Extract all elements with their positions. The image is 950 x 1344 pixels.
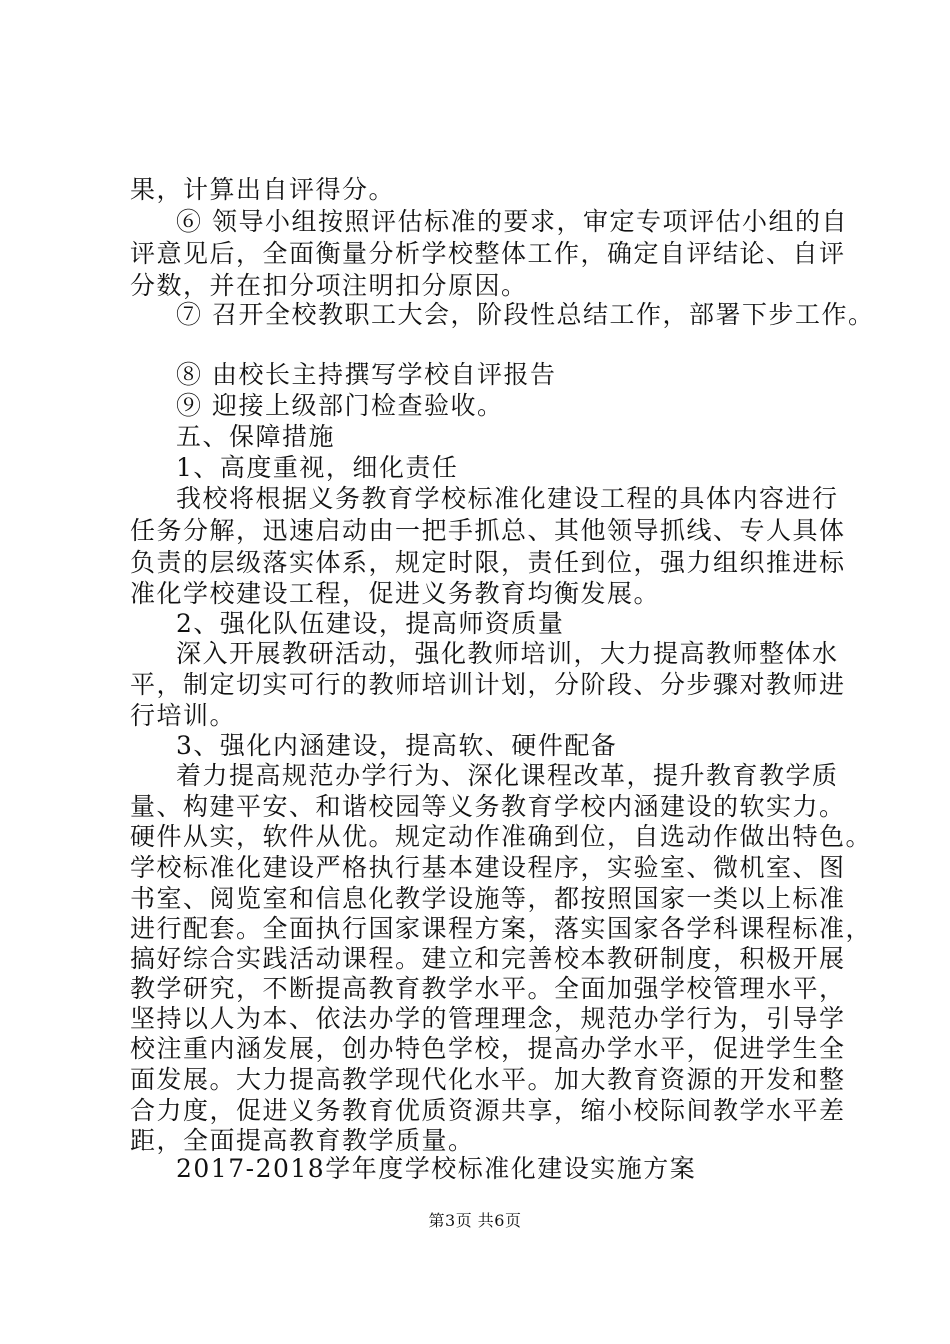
paragraph-line: 学校标准化建设严格执行基本建设程序，实验室、微机室、图 (130, 853, 846, 882)
subsection-heading: 1、高度重视，细化责任 (176, 453, 459, 482)
paragraph-line: 我校将根据义务教育学校标准化建设工程的具体内容进行 (176, 484, 839, 513)
paragraph-line: 进行配套。全面执行国家课程方案，落实国家各学科课程标准， (130, 914, 873, 943)
paragraph-line: ⑥ 领导小组按照评估标准的要求，审定专项评估小组的自 (176, 207, 848, 236)
paragraph-line: 合力度，促进义务教育优质资源共享，缩小校际间教学水平差 (130, 1096, 846, 1125)
paragraph-line: 准化学校建设工程，促进义务教育均衡发展。 (130, 579, 661, 608)
page-footer: 第3页 共6页 (428, 1211, 522, 1230)
document-title-line: 2017-2018学年度学校标准化建设实施方案 (176, 1154, 697, 1183)
section-heading: 五、保障措施 (176, 422, 336, 451)
paragraph-line: ⑦ 召开全校教职工大会，阶段性总结工作，部署下步工作。 (176, 300, 875, 329)
subsection-heading: 2、强化队伍建设，提高师资质量 (176, 609, 565, 638)
paragraph-line: 硬件从实，软件从优。规定动作准确到位，自选动作做出特色。 (130, 822, 873, 851)
paragraph-line: 分数，并在扣分项注明扣分原因。 (130, 271, 528, 300)
paragraph-line: 评意见后，全面衡量分析学校整体工作，确定自评结论、自评 (130, 239, 846, 268)
paragraph-line: 任务分解，迅速启动由一把手抓总、其他领导抓线、专人具体 (130, 516, 846, 545)
subsection-heading: 3、强化内涵建设，提高软、硬件配备 (176, 731, 618, 760)
paragraph-line: 教学研究，不断提高教育教学水平。全面加强学校管理水平， (130, 974, 846, 1003)
paragraph-line: 平，制定切实可行的教师培训计划，分阶段、分步骤对教师进 (130, 670, 846, 699)
paragraph-line: 坚持以人为本、依法办学的管理理念，规范办学行为，引导学 (130, 1004, 846, 1033)
paragraph-line: 负责的层级落实体系，规定时限，责任到位，强力组织推进标 (130, 548, 846, 577)
paragraph-line: 校注重内涵发展，创办特色学校，提高办学水平，促进学生全 (130, 1034, 846, 1063)
paragraph-line: ⑨ 迎接上级部门检查验收。 (176, 391, 504, 420)
paragraph-line: 量、构建平安、和谐校园等义务教育学校内涵建设的软实力。 (130, 792, 846, 821)
paragraph-line: 果，计算出自评得分。 (130, 175, 396, 204)
paragraph-line: 着力提高规范办学行为、深化课程改革，提升教育教学质 (176, 761, 839, 790)
paragraph-line: ⑧ 由校长主持撰写学校自评报告 (176, 360, 557, 389)
paragraph-line: 深入开展教研活动，强化教师培训，大力提高教师整体水 (176, 639, 839, 668)
paragraph-line: 距，全面提高教育教学质量。 (130, 1126, 475, 1155)
paragraph-line: 搞好综合实践活动课程。建立和完善校本教研制度，积极开展 (130, 944, 846, 973)
paragraph-line: 行培训。 (130, 701, 237, 730)
paragraph-line: 面发展。大力提高教学现代化水平。加大教育资源的开发和整 (130, 1065, 846, 1094)
paragraph-line: 书室、阅览室和信息化教学设施等，都按照国家一类以上标准 (130, 884, 846, 913)
